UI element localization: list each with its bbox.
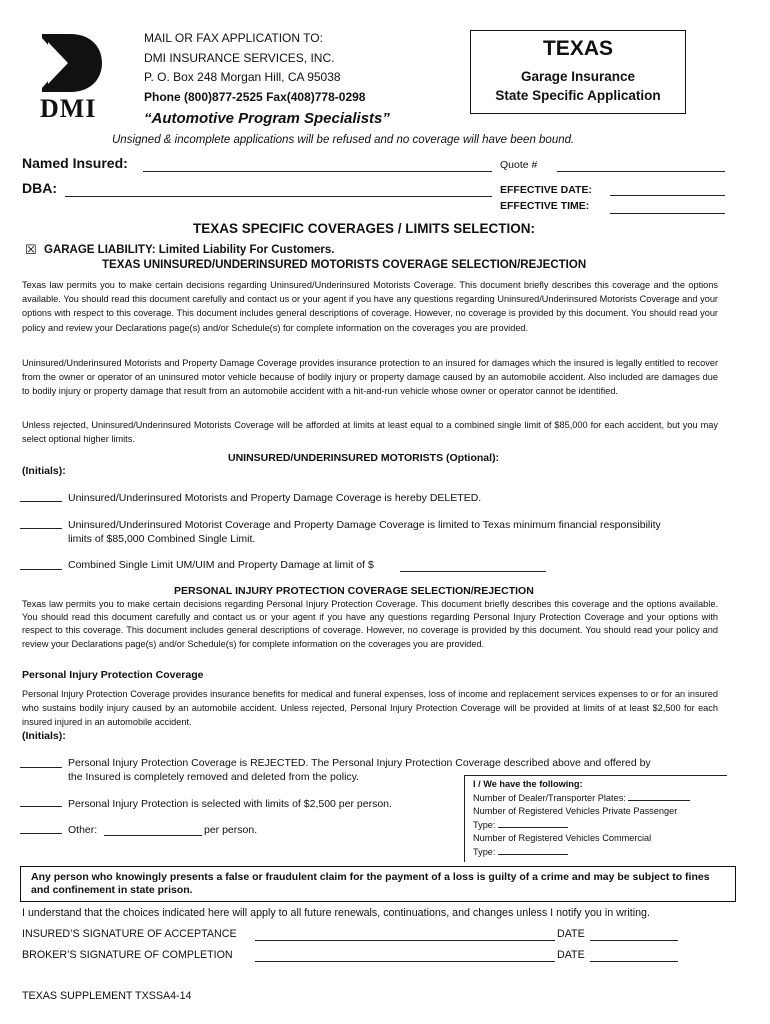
broker-signature-field[interactable]: [255, 961, 555, 962]
pip-paragraph-2: Personal Injury Protection Coverage provides insurance benefits for medical and funeral expenses, loss of income and replacement services expenses to or for an insured who sustains bodily injury caused by an automobile accident. Unless rejected, Personal Injury Protection Coverage will be provided at limits of at least $2,500 for each insured injured in an automobile accident.: [22, 689, 718, 727]
effective-date-label: EFFECTIVE DATE:: [500, 184, 592, 196]
understand-statement: I understand that the choices indicated here will apply to all future renewals, continuations, and changes unless I notify you in writing.: [22, 907, 650, 919]
pip-option-1-text-line-1: Personal Injury Protection Coverage is REJECTED. The Personal Injury Protection Coverage described above and offered by: [68, 757, 651, 769]
effective-time-label: EFFECTIVE TIME:: [500, 200, 590, 212]
quote-field[interactable]: [557, 171, 725, 172]
pip-option-3-label: Other:: [68, 824, 98, 836]
private-passenger-label: Number of Registered Vehicles Private Passenger: [473, 806, 678, 816]
garage-liability-line-1: GARAGE LIABILITY: Limited Liability For Customers.: [44, 244, 335, 256]
pip-initials-label: (Initials):: [22, 730, 66, 742]
phone-fax-line: Phone (800)877-2525 Fax(408)778-0298: [144, 89, 366, 104]
broker-date-label: DATE: [557, 949, 585, 961]
unsigned-warning: Unsigned & incomplete applications will be refused and no coverage will have been bound.: [112, 134, 575, 146]
um-option-3-initials[interactable]: [20, 569, 62, 570]
um-option-1-text: Uninsured/Underinsured Motorists and Property Damage Coverage is hereby DELETED.: [68, 492, 482, 504]
broker-date-field[interactable]: [590, 961, 678, 962]
dealer-plates-label: Number of Dealer/Transporter Plates:: [473, 792, 626, 803]
insured-signature-field[interactable]: [255, 940, 555, 941]
state-title: TEXAS: [542, 37, 613, 60]
insured-date-field[interactable]: [590, 940, 678, 941]
effective-time-field[interactable]: [610, 213, 725, 214]
um-option-3-text: Combined Single Limit UM/UIM and Property Damage at limit of $: [68, 559, 374, 571]
pip-option-3-amount-field[interactable]: [104, 835, 202, 836]
pip-option-3-initials[interactable]: [20, 833, 62, 834]
pip-option-2-text: Personal Injury Protection is selected with limits of $2,500 per person.: [68, 798, 392, 810]
form-footer: TEXAS SUPPLEMENT TXSSA4-14: [22, 990, 192, 1002]
um-option-3-limit-field[interactable]: [400, 571, 546, 572]
dmi-logo: [34, 32, 108, 124]
pip-option-1-initials[interactable]: [20, 767, 62, 768]
commercial-label: Number of Registered Vehicles Commercial: [473, 833, 652, 843]
quote-label: Quote #: [500, 159, 538, 171]
dmi-logo-text: DMI: [40, 94, 97, 123]
fraud-warning-box: [20, 866, 736, 902]
dealer-plates-field[interactable]: [628, 800, 690, 801]
commercial-type-field[interactable]: [498, 854, 568, 855]
dba-label: DBA:: [22, 180, 57, 196]
um-paragraph-2: Uninsured/Underinsured Motorists and Property Damage Coverage provides insurance protection to an insured for damages which the insured is legally entitled to recover from the owner or operator of an uninsured motor vehicle because of bodily injury or property damage caused by an automobile accident. Also included are damages due to bodily injury or property damage that result from an automobile accident with a hit-and-run vehicle whose owner or operator cannot be identified.: [22, 358, 718, 397]
vehicle-count-heading: I / We have the following:: [473, 779, 583, 789]
commercial-type-label: Type:: [473, 846, 496, 857]
mail-address-block: [144, 29, 390, 129]
title-box: [470, 30, 686, 114]
mail-line-2: DMI INSURANCE SERVICES, INC.: [144, 50, 335, 65]
fraud-warning-text: Any person who knowingly presents a false or fraudulent claim for the payment of a loss is guilty of a crime and may be subject to fines and confinement in state prison.: [31, 871, 710, 896]
mail-line-3: P. O. Box 248 Morgan Hill, CA 95038: [144, 70, 341, 84]
um-initials-label: (Initials):: [22, 465, 66, 477]
title-line-2: State Specific Application: [495, 88, 661, 103]
broker-signature-label: BROKER’S SIGNATURE OF COMPLETION: [22, 949, 233, 961]
um-option-2-text-line-1: Uninsured/Underinsured Motorist Coverage and Property Damage Coverage is limited to Texas minimum financial responsibility: [68, 519, 661, 531]
pip-option-3-suffix: per person.: [204, 824, 258, 836]
effective-date-field[interactable]: [610, 195, 725, 196]
private-passenger-type-label: Type:: [473, 819, 496, 830]
pip-option-1-text-line-2: the Insured is completely removed and deleted from the policy.: [68, 771, 360, 783]
insured-date-label: DATE: [557, 928, 585, 940]
um-option-1-initials[interactable]: [20, 501, 62, 502]
tagline: “Automotive Program Specialists”: [144, 110, 390, 127]
named-insured-field[interactable]: [143, 171, 492, 172]
pip-heading: PERSONAL INJURY PROTECTION COVERAGE SELECTION/REJECTION: [174, 585, 534, 597]
pip-paragraph-1: Texas law permits you to make certain decisions regarding Personal Injury Protection Coverage. This document briefly describes this coverage and the options available. You should read this document carefully and contact us or your agent if you have any questions regarding Personal Injury Protection Coverage and your options with respect to this coverage. This document includes general descriptions of coverage. However, no coverage is provided by this document. You should read your policy and review your Declarations page(s) and/or Schedule(s) for complete information on the coverages you are provided.: [22, 599, 718, 649]
pip-option-2-initials[interactable]: [20, 806, 62, 807]
um-paragraph-1: Texas law permits you to make certain decisions regarding Uninsured/Underinsured Motorists Coverage. This document briefly describes this coverage and the options available. You should read this document carefully and contact us or your agent if you have any questions regarding Uninsured/Underinsured Motorists Coverage and your options with respect to this coverage. This document includes general descriptions of coverage. However, no coverage is provided by this document. You should read your policy and review your Declarations page(s) and/or Schedule(s) for complete information on the coverages you are provided.: [22, 280, 718, 333]
insured-signature-label: INSURED’S SIGNATURE OF ACCEPTANCE: [22, 928, 237, 940]
named-insured-label: Named Insured:: [22, 155, 128, 171]
title-line-1: Garage Insurance: [520, 69, 636, 84]
um-option-2-initials[interactable]: [20, 528, 62, 529]
um-optional-heading: UNINSURED/UNDERINSURED MOTORISTS (Optional):: [228, 452, 500, 464]
dba-field[interactable]: [65, 196, 492, 197]
garage-liability-line-2: TEXAS UNINSURED/UNDERINSURED MOTORISTS COVERAGE SELECTION/REJECTION: [102, 259, 587, 271]
private-passenger-type-field[interactable]: [498, 827, 568, 828]
pip-subheading: Personal Injury Protection Coverage: [22, 669, 204, 681]
um-paragraph-3: Unless rejected, Uninsured/Underinsured Motorists Coverage will be afforded at limits at least equal to a combined single limit of $85,000 for each accident, but you may select optional higher limits.: [22, 420, 718, 445]
vehicle-count-box: [464, 775, 727, 862]
mail-line-1: MAIL OR FAX APPLICATION TO:: [144, 31, 323, 45]
garage-liability-checkbox[interactable]: ☒: [25, 243, 37, 258]
um-option-2-text-line-2: limits of $85,000 Combined Single Limit.: [68, 533, 256, 545]
dmi-logo-mark-icon: [34, 32, 108, 94]
section-title: TEXAS SPECIFIC COVERAGES / LIMITS SELECTION:: [193, 221, 536, 236]
